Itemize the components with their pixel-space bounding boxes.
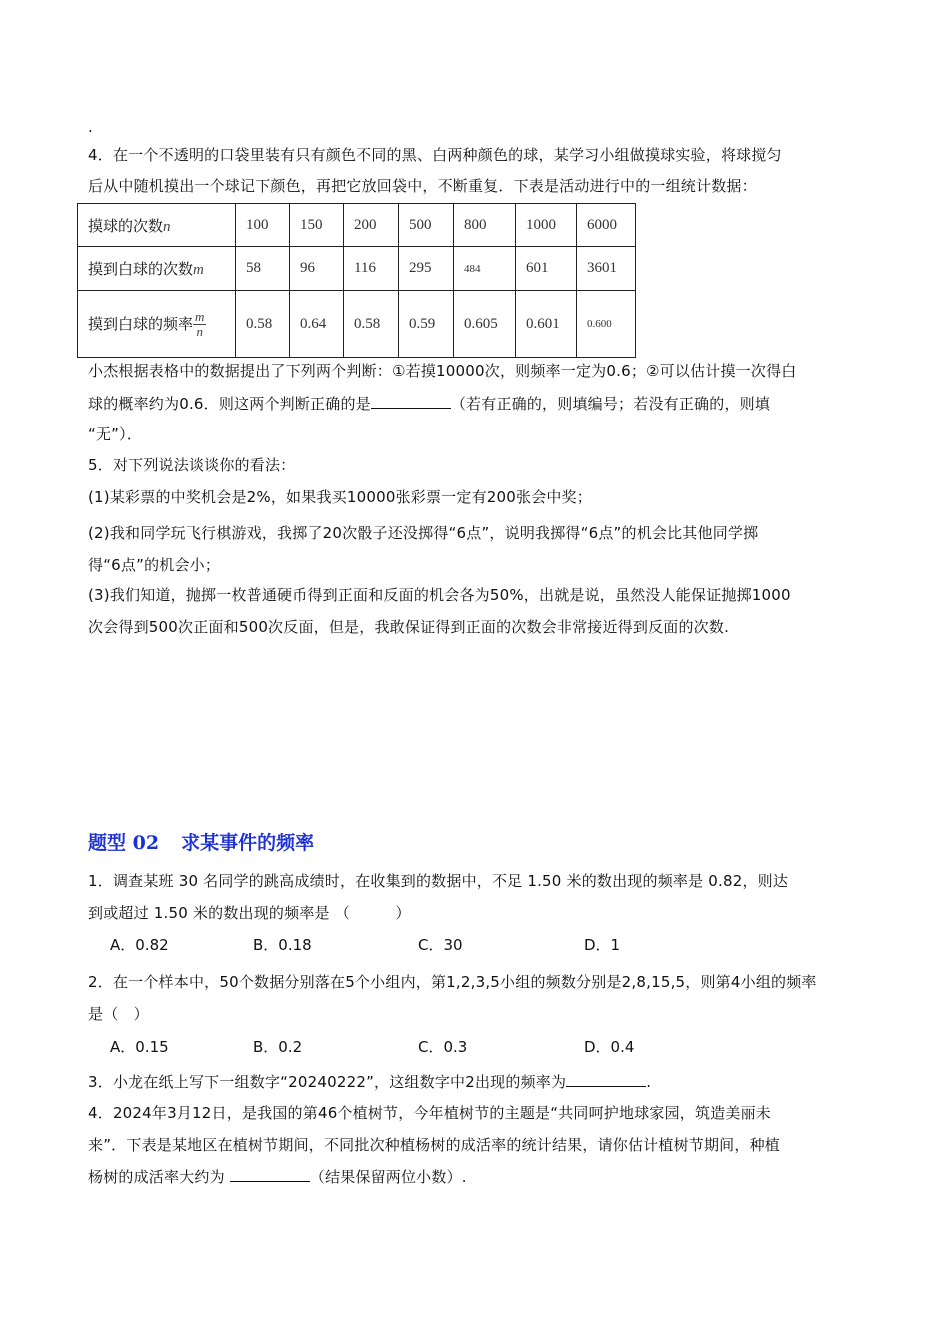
question-3-line: 3．小龙在纸上写下一组数字“20240222”，这组数字中2出现的频率为 . (88, 1070, 651, 1092)
table-cell: 150 (290, 204, 344, 247)
stray-dot: . (88, 118, 93, 136)
q5-line: 次会得到500次正面和500次反面，但是，我敢保证得到正面的次数会非常接近得到反面的次数. (88, 618, 730, 636)
answer-blank[interactable] (230, 1165, 310, 1182)
table-row (78, 291, 636, 358)
table-row (78, 247, 636, 291)
q4-text-line: 4．在一个不透明的口袋里装有只有颜色不同的黑、白两种颜色的球，某学习小组做摸球实验，将球搅匀 (88, 146, 782, 164)
q4-after-line: “无”）． (88, 425, 143, 443)
q4-after-line: 小杰根据表格中的数据提出了下列两个判断：①若摸10000次，则频率一定为0.6；②可以估计摸一次得白 (88, 362, 797, 380)
question-4-line: 来”．下表是某地区在植树节期间，不同批次种植杨树的成活率的统计结果，请你估计植树节期间，种植 (88, 1136, 780, 1154)
option-b[interactable]: B．0.18 (253, 936, 312, 954)
row-label: 摸到白球的次数 (88, 260, 194, 278)
q4-after-line: 球的概率约为0.6．则这两个判断正确的是 （若有正确的，则填编号；若没有正确的，则填 (88, 392, 770, 414)
question-2-line: 2．在一个样本中，50个数据分别落在5个小组内，第1,2,3,5小组的频数分别是2,8,15,5，则第4小组的频率 (88, 973, 817, 991)
question-2-line: 是（ ） (88, 1005, 149, 1023)
answer-blank[interactable] (371, 392, 451, 409)
answer-blank[interactable] (566, 1070, 646, 1087)
section-label: 题型 02 (88, 832, 160, 854)
table-cell: 200 (344, 204, 399, 247)
fraction-m-over-n: $\frac{m}{n}$ (195, 308, 205, 339)
option-c[interactable]: C．0.3 (418, 1038, 468, 1056)
q5-line: (2)我和同学玩飞行棋游戏，我掷了20次骰子还没掷得“6点”，说明我掷得“6点”的机会比其他同学掷 (88, 524, 759, 542)
row-label: 摸到白球的频率 (88, 314, 194, 333)
question-1-line: 1．调查某班 30 名同学的跳高成绩时，在收集到的数据中，不足 1.50 米的数出现的频率是 0.82，则达 (88, 872, 789, 890)
table-cell: 0.605 (454, 291, 516, 358)
table-cell: 0.601 (516, 291, 577, 358)
q5-line: (3)我们知道，抛掷一枚普通硬币得到正面和反面的机会各为50%，出就是说，虽然没人能保证抛掷1000 (88, 586, 791, 604)
option-b[interactable]: B．0.2 (253, 1038, 303, 1056)
question-4-line: 杨树的成活率大约为 （结果保留两位小数）. (88, 1165, 467, 1187)
table-cell: 0.58 (344, 291, 399, 358)
var-n: n (163, 218, 171, 235)
table-cell: 0.600 (577, 291, 636, 358)
table-cell: 601 (516, 247, 577, 291)
table-cell: 0.59 (399, 291, 454, 358)
table-cell: 6000 (577, 204, 636, 247)
table-cell: 484 (454, 247, 516, 291)
table-cell: 0.64 (290, 291, 344, 358)
table-cell: 500 (399, 204, 454, 247)
question-1-line: 到或超过 1.50 米的数出现的频率是 （ ） (88, 904, 411, 922)
option-d[interactable]: D．0.4 (584, 1038, 635, 1056)
q4-text-line: 后从中随机摸出一个球记下颜色，再把它放回袋中，不断重复．下表是活动进行中的一组统计数据： (88, 177, 757, 195)
table-cell: 58 (236, 247, 290, 291)
option-d[interactable]: D．1 (584, 936, 621, 954)
option-a[interactable]: A．0.15 (110, 1038, 169, 1056)
option-a[interactable]: A．0.82 (110, 936, 169, 954)
question-4-line: 4．2024年3月12日，是我国的第46个植树节，今年植树节的主题是“共同呵护地球家园，筑造美丽未 (88, 1104, 772, 1122)
q5-line: 5．对下列说法谈谈你的看法： (88, 456, 296, 474)
ball-experiment-table (77, 203, 636, 358)
table-cell: 3601 (577, 247, 636, 291)
q5-line: (1)某彩票的中奖机会是2%，如果我买10000张彩票一定有200张会中奖； (88, 488, 592, 506)
table-cell: 0.58 (236, 291, 290, 358)
section-title: 求某事件的频率 (181, 832, 315, 854)
row-label: 摸球的次数 (88, 216, 164, 235)
q5-line: 得“6点”的机会小； (88, 556, 221, 574)
table-cell: 1000 (516, 204, 577, 247)
var-m: m (193, 262, 204, 278)
option-c[interactable]: C．30 (418, 936, 463, 954)
table-row (78, 204, 636, 247)
table-cell: 295 (399, 247, 454, 291)
table-cell: 100 (236, 204, 290, 247)
section-heading (88, 828, 314, 855)
table-cell: 96 (290, 247, 344, 291)
table-cell: 116 (344, 247, 399, 291)
table-cell: 800 (454, 204, 516, 247)
